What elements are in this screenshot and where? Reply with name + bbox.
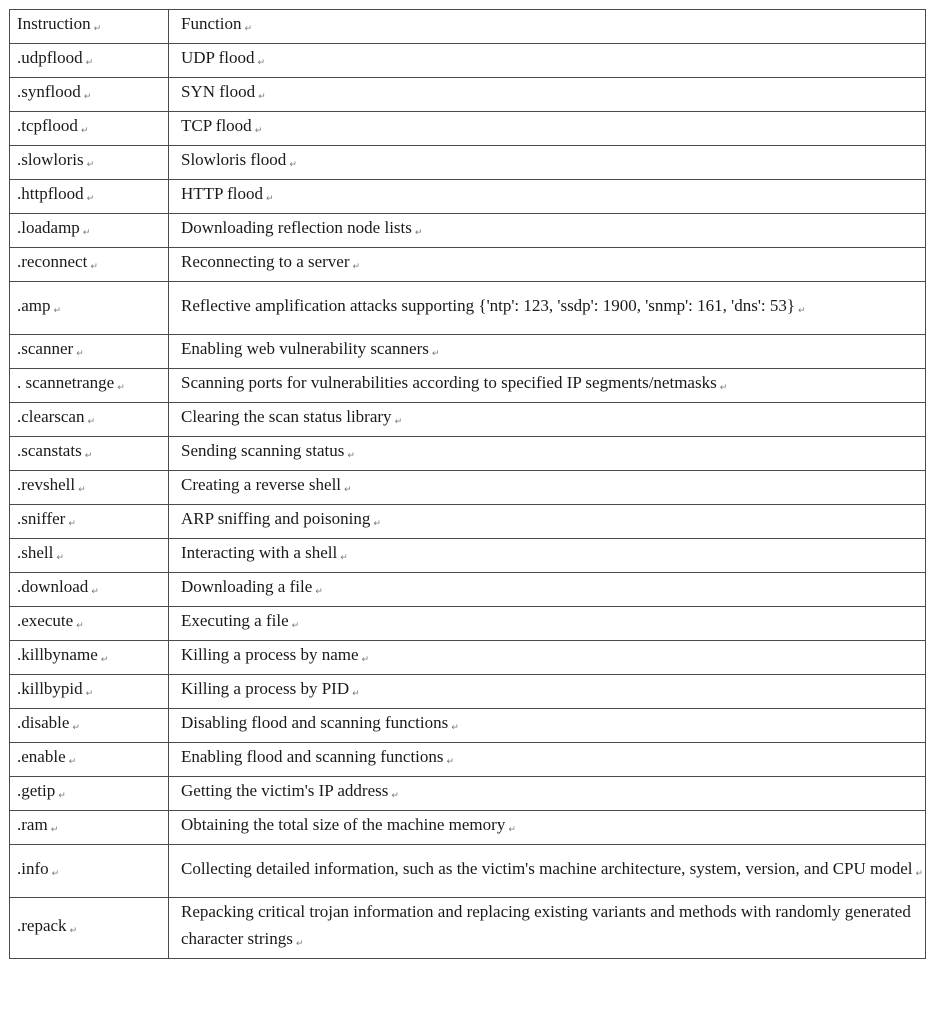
paragraph-mark-icon: ↵ xyxy=(58,791,66,801)
table-row xyxy=(10,335,926,369)
table-row xyxy=(10,505,926,539)
instruction-cell xyxy=(10,214,169,248)
function-cell xyxy=(169,112,926,146)
instruction-text: .udpflood xyxy=(17,48,83,67)
function-text: Getting the victim's IP address xyxy=(181,781,389,800)
table-row xyxy=(10,180,926,214)
function-text: Creating a reverse shell xyxy=(181,475,342,494)
paragraph-mark-icon: ↵ xyxy=(257,58,266,68)
paragraph-mark-icon: ↵ xyxy=(352,689,360,699)
paragraph-mark-icon: ↵ xyxy=(446,757,455,767)
paragraph-mark-icon: ↵ xyxy=(451,723,459,733)
instruction-text: .clearscan xyxy=(17,407,85,426)
paragraph-mark-icon: ↵ xyxy=(78,485,86,495)
function-cell xyxy=(169,214,926,248)
function-cell xyxy=(169,607,926,641)
function-cell xyxy=(169,44,926,78)
table-row xyxy=(10,743,926,777)
table-header-row xyxy=(10,10,926,44)
instruction-text: .killbypid xyxy=(17,679,83,698)
instruction-text: .execute xyxy=(17,611,74,630)
paragraph-mark-icon: ↵ xyxy=(315,587,323,597)
table-row xyxy=(10,641,926,675)
function-cell xyxy=(169,898,926,959)
instruction-cell xyxy=(10,282,169,335)
instruction-text: .tcpflood xyxy=(17,116,78,135)
paragraph-mark-icon: ↵ xyxy=(361,655,370,665)
paragraph-mark-icon: ↵ xyxy=(76,621,84,631)
instruction-cell xyxy=(10,709,169,743)
function-text: Killing a process by name xyxy=(181,645,359,664)
paragraph-mark-icon: ↵ xyxy=(414,228,423,238)
function-cell xyxy=(169,743,926,777)
function-text: Disabling flood and scanning functions xyxy=(181,713,449,732)
instruction-text: .reconnect xyxy=(17,252,88,271)
instruction-cell xyxy=(10,607,169,641)
instruction-cell xyxy=(10,777,169,811)
paragraph-mark-icon: ↵ xyxy=(352,262,361,272)
instruction-table xyxy=(9,9,926,959)
instruction-cell xyxy=(10,248,169,282)
paragraph-mark-icon: ↵ xyxy=(100,655,109,665)
instruction-cell xyxy=(10,675,169,709)
instruction-cell xyxy=(10,505,169,539)
function-text: Clearing the scan status library xyxy=(181,407,392,426)
paragraph-mark-icon: ↵ xyxy=(344,485,352,495)
table-row xyxy=(10,44,926,78)
instruction-text: .enable xyxy=(17,747,66,766)
paragraph-mark-icon: ↵ xyxy=(798,305,806,316)
function-text: Repacking critical trojan information and replacing existing variants and methods with randomly generated character strings xyxy=(181,902,911,948)
paragraph-mark-icon: ↵ xyxy=(51,868,60,879)
table-body xyxy=(10,10,926,959)
function-text: Slowloris flood xyxy=(181,150,287,169)
table-row xyxy=(10,214,926,248)
table-row xyxy=(10,471,926,505)
instruction-text: .amp xyxy=(17,295,51,315)
function-cell xyxy=(169,777,926,811)
function-cell xyxy=(169,437,926,471)
table-row xyxy=(10,539,926,573)
paragraph-mark-icon: ↵ xyxy=(289,160,297,170)
table-row xyxy=(10,437,926,471)
table-row xyxy=(10,845,926,898)
paragraph-mark-icon: ↵ xyxy=(117,383,125,393)
instruction-text: .synflood xyxy=(17,82,81,101)
paragraph-mark-icon: ↵ xyxy=(85,58,94,68)
instruction-cell xyxy=(10,743,169,777)
function-cell xyxy=(169,675,926,709)
function-cell xyxy=(169,146,926,180)
function-cell xyxy=(169,248,926,282)
function-text: Sending scanning status xyxy=(181,441,345,460)
instruction-cell xyxy=(10,898,169,959)
table-row xyxy=(10,112,926,146)
instruction-cell xyxy=(10,811,169,845)
instruction-text: .download xyxy=(17,577,89,596)
paragraph-mark-icon: ↵ xyxy=(254,126,263,136)
table-row xyxy=(10,898,926,959)
table-row xyxy=(10,78,926,112)
table-row xyxy=(10,811,926,845)
function-cell xyxy=(169,180,926,214)
function-cell xyxy=(169,539,926,573)
instruction-text: .getip xyxy=(17,781,56,800)
function-cell xyxy=(169,811,926,845)
function-cell xyxy=(169,403,926,437)
paragraph-mark-icon: ↵ xyxy=(719,383,728,393)
paragraph-mark-icon: ↵ xyxy=(53,305,62,316)
paragraph-mark-icon: ↵ xyxy=(258,92,266,102)
table-row xyxy=(10,573,926,607)
function-cell xyxy=(169,78,926,112)
instruction-text: .killbyname xyxy=(17,645,98,664)
paragraph-mark-icon: ↵ xyxy=(84,451,93,461)
paragraph-mark-icon: ↵ xyxy=(56,553,64,563)
paragraph-mark-icon: ↵ xyxy=(68,519,76,529)
function-cell xyxy=(169,471,926,505)
function-text: Downloading reflection node lists xyxy=(181,218,412,237)
paragraph-mark-icon: ↵ xyxy=(394,417,403,427)
table-row xyxy=(10,709,926,743)
function-cell xyxy=(169,709,926,743)
instruction-cell xyxy=(10,573,169,607)
instruction-text: .revshell xyxy=(17,475,76,494)
instruction-text: .scanstats xyxy=(17,441,82,460)
paragraph-mark-icon: ↵ xyxy=(93,24,102,34)
paragraph-mark-icon: ↵ xyxy=(82,228,91,238)
function-cell xyxy=(169,505,926,539)
paragraph-mark-icon: ↵ xyxy=(87,417,96,427)
instruction-text: .disable xyxy=(17,713,70,732)
paragraph-mark-icon: ↵ xyxy=(86,160,95,170)
instruction-cell xyxy=(10,335,169,369)
function-cell xyxy=(169,641,926,675)
instruction-text: .scanner xyxy=(17,339,74,358)
function-text: Enabling flood and scanning functions xyxy=(181,747,444,766)
instruction-cell xyxy=(10,539,169,573)
instruction-cell xyxy=(10,180,169,214)
instruction-text: .loadamp xyxy=(17,218,80,237)
instruction-text: .httpflood xyxy=(17,184,84,203)
function-text: Executing a file xyxy=(181,611,289,630)
function-text: Collecting detailed information, such as the victim's machine architecture, system, version, and CPU model xyxy=(181,858,913,878)
table-row xyxy=(10,369,926,403)
header-function-cell xyxy=(169,10,926,44)
instruction-cell xyxy=(10,78,169,112)
instruction-text: .ram xyxy=(17,815,48,834)
table-row xyxy=(10,282,926,335)
paragraph-mark-icon: ↵ xyxy=(69,925,78,936)
function-text: UDP flood xyxy=(181,48,255,67)
paragraph-mark-icon: ↵ xyxy=(340,553,348,563)
paragraph-mark-icon: ↵ xyxy=(295,939,304,949)
function-text: Enabling web vulnerability scanners xyxy=(181,339,429,358)
function-text: TCP flood xyxy=(181,116,252,135)
instruction-cell xyxy=(10,403,169,437)
instruction-text: .shell xyxy=(17,543,54,562)
paragraph-mark-icon: ↵ xyxy=(86,194,95,204)
table-row xyxy=(10,675,926,709)
function-cell xyxy=(169,282,926,335)
table-row xyxy=(10,777,926,811)
instruction-text: . scannetrange xyxy=(17,373,115,392)
paragraph-mark-icon: ↵ xyxy=(266,194,274,204)
paragraph-mark-icon: ↵ xyxy=(91,587,99,597)
instruction-text: .sniffer xyxy=(17,509,66,528)
instruction-cell xyxy=(10,44,169,78)
paragraph-mark-icon: ↵ xyxy=(76,349,84,359)
paragraph-mark-icon: ↵ xyxy=(80,126,89,136)
function-text: Downloading a file xyxy=(181,577,313,596)
paragraph-mark-icon: ↵ xyxy=(431,349,440,359)
function-text: Reflective amplification attacks supporting {'ntp': 123, 'ssdp': 1900, 'snmp': 161, 'dns': 53} xyxy=(181,295,796,315)
paragraph-mark-icon: ↵ xyxy=(68,757,77,767)
instruction-cell xyxy=(10,146,169,180)
function-text: ARP sniffing and poisoning xyxy=(181,509,371,528)
table-row xyxy=(10,248,926,282)
paragraph-mark-icon: ↵ xyxy=(347,451,355,461)
paragraph-mark-icon: ↵ xyxy=(85,689,94,699)
function-text: Scanning ports for vulnerabilities according to specified IP segments/netmasks xyxy=(181,373,717,392)
function-cell xyxy=(169,845,926,898)
instruction-text: .info xyxy=(17,858,49,878)
instruction-text: .repack xyxy=(17,915,67,935)
function-cell xyxy=(169,573,926,607)
paragraph-mark-icon: ↵ xyxy=(391,791,399,801)
paragraph-mark-icon: ↵ xyxy=(50,825,59,835)
function-text: Reconnecting to a server xyxy=(181,252,350,271)
instruction-cell xyxy=(10,471,169,505)
function-cell xyxy=(169,335,926,369)
paragraph-mark-icon: ↵ xyxy=(83,92,92,102)
paragraph-mark-icon: ↵ xyxy=(72,723,80,733)
table-row xyxy=(10,607,926,641)
header-function: Function xyxy=(181,14,242,33)
instruction-cell xyxy=(10,845,169,898)
paragraph-mark-icon: ↵ xyxy=(508,825,516,835)
function-text: Interacting with a shell xyxy=(181,543,338,562)
table-row xyxy=(10,146,926,180)
instruction-text: .slowloris xyxy=(17,150,84,169)
instruction-cell xyxy=(10,369,169,403)
function-text: Killing a process by PID xyxy=(181,679,350,698)
paragraph-mark-icon: ↵ xyxy=(244,24,252,34)
function-cell xyxy=(169,369,926,403)
function-text: Obtaining the total size of the machine memory xyxy=(181,815,506,834)
table-row xyxy=(10,403,926,437)
header-instruction-cell xyxy=(10,10,169,44)
paragraph-mark-icon: ↵ xyxy=(291,621,300,631)
paragraph-mark-icon: ↵ xyxy=(373,519,381,529)
instruction-cell xyxy=(10,112,169,146)
paragraph-mark-icon: ↵ xyxy=(90,262,98,272)
instruction-cell xyxy=(10,641,169,675)
header-instruction: Instruction xyxy=(17,14,91,33)
paragraph-mark-icon: ↵ xyxy=(915,868,924,879)
function-text: HTTP flood xyxy=(181,184,264,203)
instruction-cell xyxy=(10,437,169,471)
function-text: SYN flood xyxy=(181,82,256,101)
